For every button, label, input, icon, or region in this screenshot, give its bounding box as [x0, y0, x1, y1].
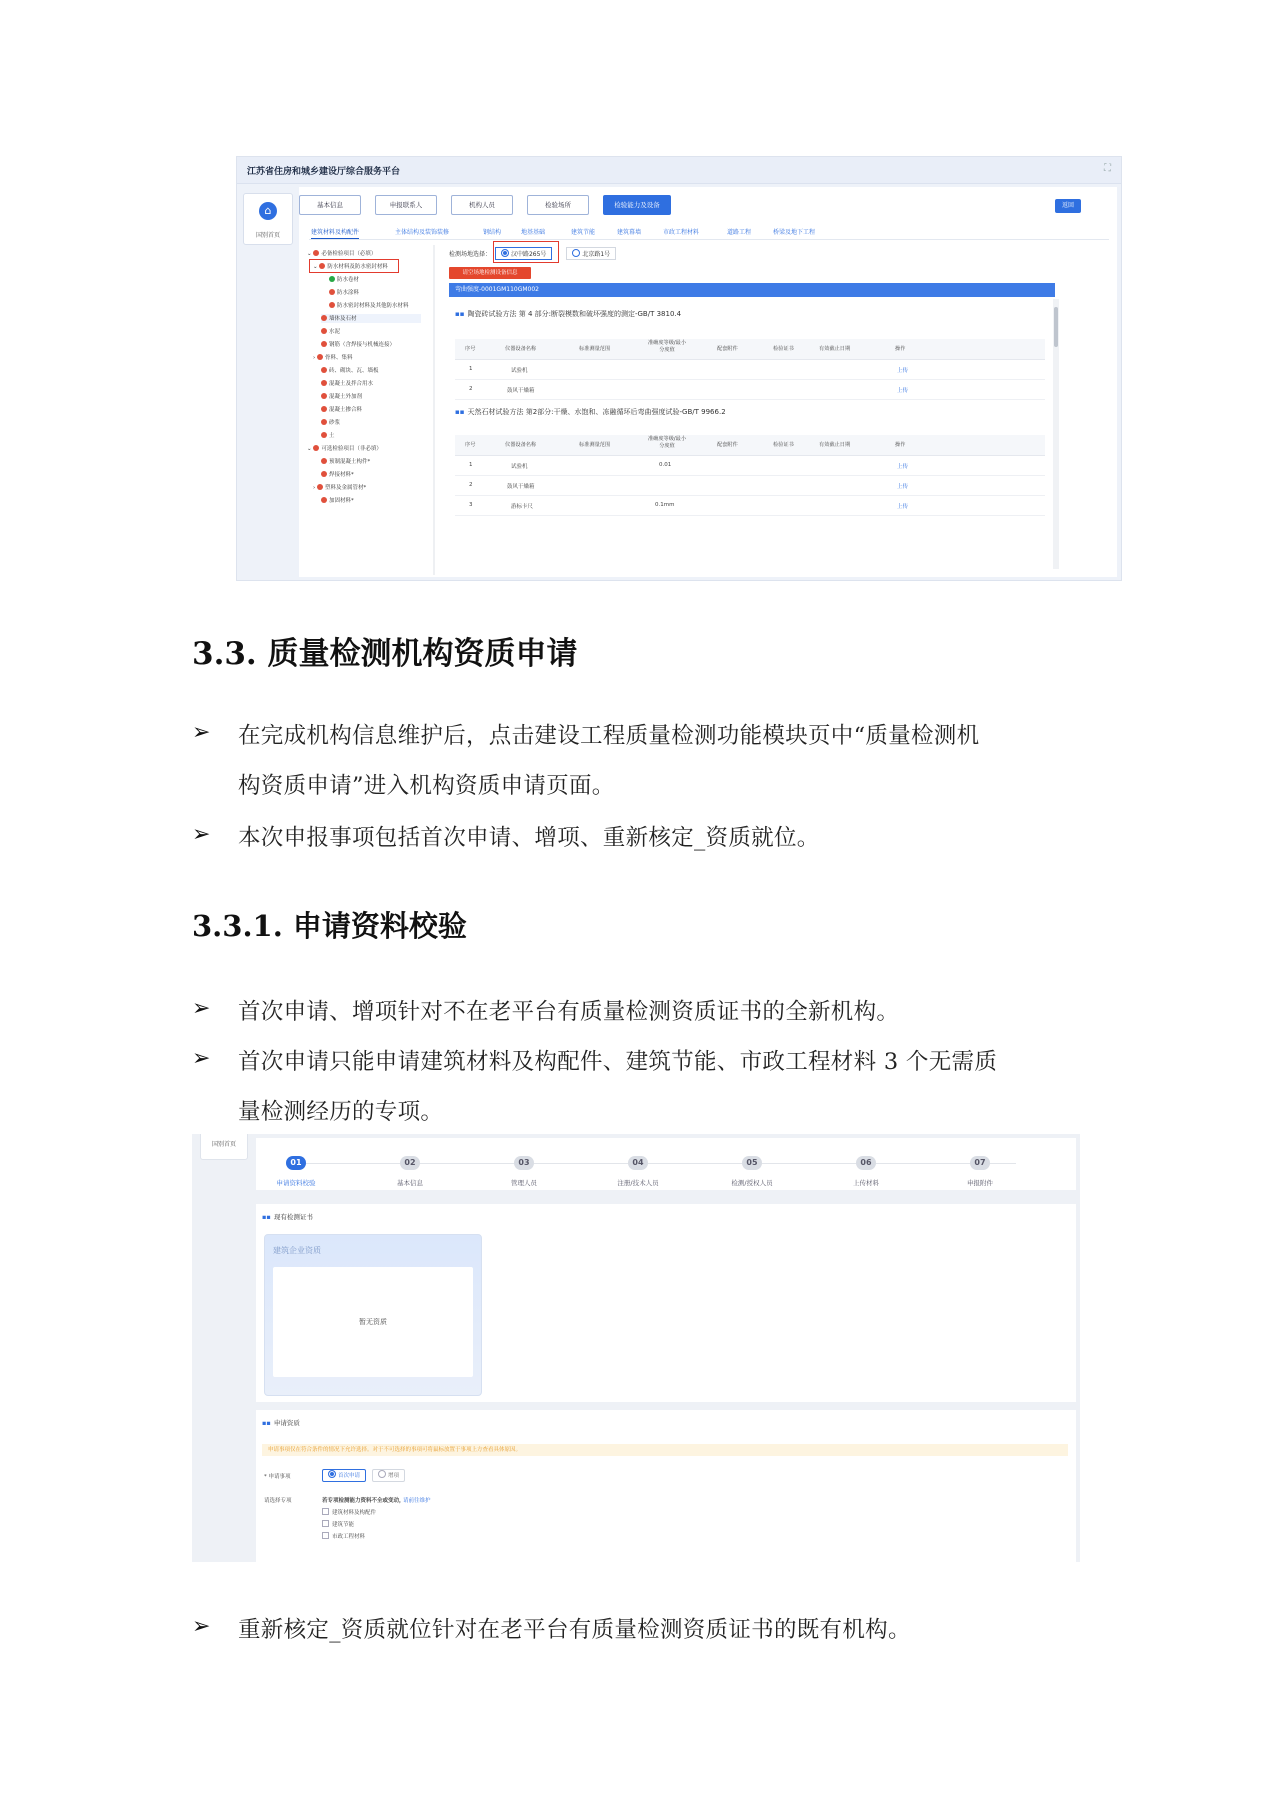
- step-number[interactable]: 01: [286, 1156, 306, 1170]
- tree-item[interactable]: 水泥: [321, 327, 340, 336]
- paragraph-line: 重新核定_资质就位针对在老平台有质量检测资质证书的既有机构。: [238, 1617, 911, 1643]
- tree-item[interactable]: 钢筋（含焊接与机械连接）: [321, 340, 395, 349]
- tree-item[interactable]: 砂浆: [321, 418, 340, 427]
- tree-item[interactable]: ⌄ 必备检验项目（必填）: [307, 251, 377, 257]
- table-header: 序号 仪器设备名称 标准测量范围 准确度等级/最小分度值 配套附件 检验证书 有效截止日期 操作: [455, 339, 1045, 360]
- section-heading-3-3-1: 3.3.1. 申请资料校验: [192, 909, 467, 943]
- fullscreen-icon[interactable]: ⛶: [1104, 163, 1111, 174]
- tree-item[interactable]: 焊接材料*: [321, 470, 354, 479]
- upload-link[interactable]: 上传: [897, 464, 909, 470]
- paragraph-line: 在完成机构信息维护后，点击建设工程质量检测功能模块页中“质量检测机: [238, 723, 980, 749]
- warning-banner: 申请事项仅在符合条件的情况下允许选择。对于不可选择的事项可将鼠标放置于事项上方查看具体原因。: [262, 1444, 1068, 1456]
- cert-box-body: [273, 1267, 473, 1377]
- select-hint: 若专项检测能力资料不全或变动，: [322, 1498, 405, 1504]
- subtab-foundation[interactable]: 地基基础: [521, 229, 546, 236]
- step-number[interactable]: 05: [742, 1156, 762, 1170]
- checkbox-option[interactable]: 建筑节能: [322, 1520, 354, 1528]
- home-card[interactable]: [243, 193, 293, 245]
- highlight-box: [493, 241, 559, 263]
- subtab-energy[interactable]: 建筑节能: [571, 229, 596, 236]
- step-number[interactable]: 04: [628, 1156, 648, 1170]
- step-number[interactable]: 07: [970, 1156, 990, 1170]
- step-progress: [256, 1138, 1076, 1190]
- tree-item[interactable]: 防水密封材料及其他防水材料: [329, 301, 409, 310]
- bullet-arrow-icon: ➢: [192, 1046, 211, 1071]
- table-row: 2 鼓风干燥箱 上传: [455, 381, 1045, 400]
- step-label: 上传材料: [853, 1179, 879, 1187]
- upload-link[interactable]: 上传: [897, 484, 909, 490]
- tree-item[interactable]: ⌄ 可选检验项目（非必填）: [307, 446, 382, 452]
- home-icon: ⌂: [259, 202, 277, 220]
- tab-sites[interactable]: 检验场所: [527, 195, 589, 215]
- apply-card: [256, 1410, 1076, 1562]
- equipment-panel: [449, 247, 1113, 573]
- table-row: 3 游标卡尺 0.1mm 上传: [455, 497, 1045, 516]
- home-label: 国别首页: [255, 232, 280, 239]
- tree-item[interactable]: 加固材料*: [321, 496, 354, 505]
- table-header: 序号 仪器设备名称 标准测量范围 准确度等级/最小分度值 配套附件 检验证书 有效截止日期 操作: [455, 435, 1045, 456]
- step-label: 检测/授权人员: [731, 1179, 773, 1187]
- cert-box: [264, 1234, 482, 1396]
- standard-title: ▪▪ 陶瓷砖试验方法 第 4 部分:断裂模数和破坏强度的测定-GB/T 3810.4: [455, 310, 682, 318]
- tree-item[interactable]: 防水卷材: [329, 275, 359, 284]
- step-number[interactable]: 02: [400, 1156, 420, 1170]
- back-button[interactable]: 返回: [1055, 199, 1081, 213]
- tree-item[interactable]: 预制混凝土构件*: [321, 457, 370, 466]
- step-label: 申报附件: [967, 1179, 993, 1187]
- tree-item[interactable]: 混凝土掺合料: [321, 405, 362, 414]
- item-tree: [307, 245, 435, 575]
- category-tabs: [309, 225, 1109, 240]
- paragraph-line: 本次申报事项包括首次申请、增项、重新核定_资质就位。: [238, 825, 820, 851]
- maintain-link[interactable]: 请前往维护: [403, 1498, 431, 1504]
- select-label: 请选择专项: [264, 1498, 292, 1504]
- platform-header: [237, 157, 1121, 184]
- paragraph-line: 量检测经历的专项。: [238, 1099, 444, 1125]
- tab-basic-info[interactable]: 基本信息: [299, 195, 361, 215]
- step-label: 基本信息: [397, 1179, 423, 1187]
- site-option-2[interactable]: 北京路1号: [566, 247, 616, 260]
- step-number[interactable]: 06: [856, 1156, 876, 1170]
- tree-item[interactable]: 防水涂料: [329, 288, 359, 297]
- subtab-road[interactable]: 道路工程: [727, 229, 752, 236]
- tree-item[interactable]: 砖、砌块、瓦、墙板: [321, 366, 379, 375]
- card-title: ▪▪ 现有检测证书: [262, 1213, 313, 1221]
- option-add-item[interactable]: 增项: [372, 1469, 405, 1482]
- tree-item[interactable]: › 塑料及金属管材*: [313, 485, 367, 491]
- option-first-apply[interactable]: 首次申请: [322, 1469, 366, 1482]
- upload-link[interactable]: 上传: [897, 368, 909, 374]
- bullet-arrow-icon: ➢: [192, 1614, 211, 1639]
- checkbox-option[interactable]: 市政工程材料: [322, 1532, 365, 1540]
- paragraph-line: 构资质申请”进入机构资质申请页面。: [238, 773, 615, 799]
- checkbox-option[interactable]: 建筑材料及构配件: [322, 1508, 376, 1516]
- table-scrollbar[interactable]: [1053, 299, 1059, 569]
- tab-staff[interactable]: 机构人员: [451, 195, 513, 215]
- cert-box-title: 建筑企业资质: [273, 1246, 321, 1255]
- empty-text: 暂无资质: [359, 1318, 387, 1326]
- subtab-municipal[interactable]: 市政工程材料: [663, 229, 700, 236]
- existing-cert-card: [256, 1204, 1076, 1402]
- bullet-arrow-icon: ➢: [192, 720, 211, 745]
- subtab-steel[interactable]: 钢结构: [483, 229, 502, 236]
- tree-item[interactable]: › 骨料、集料: [313, 355, 353, 361]
- highlight-box: [309, 259, 399, 273]
- tree-item[interactable]: 墙体及石材: [321, 314, 421, 323]
- subtab-bridge[interactable]: 桥梁及地下工程: [773, 229, 816, 236]
- tree-item[interactable]: 混凝土及拌合用水: [321, 379, 373, 388]
- subtab-curtain[interactable]: 建筑幕墙: [617, 229, 642, 236]
- tree-item[interactable]: 土: [321, 431, 335, 440]
- tree-item[interactable]: 混凝土外加剂: [321, 392, 362, 401]
- tree-item[interactable]: ⌄ 防水材料及防水密封材料: [313, 264, 388, 270]
- card-title: ▪▪ 申请资质: [262, 1419, 300, 1427]
- home-card[interactable]: 国别首页: [200, 1134, 248, 1160]
- step-label: 管理人员: [511, 1179, 537, 1187]
- group-header: 弯曲强度-0001GM110GM002: [449, 283, 1055, 297]
- screenshot-qualification-equipment: [236, 156, 1122, 581]
- paragraph-line: 首次申请、增项针对不在老平台有质量检测资质证书的全新机构。: [238, 999, 900, 1025]
- bullet-arrow-icon: ➢: [192, 996, 211, 1021]
- table-row: 2 鼓风干燥箱 上传: [455, 477, 1045, 496]
- subtab-structure[interactable]: 主体结构及装饰装修: [395, 229, 450, 236]
- paragraph-line: 首次申请只能申请建筑材料及构配件、建筑节能、市政工程材料 3 个无需质: [238, 1049, 998, 1075]
- upload-link[interactable]: 上传: [897, 388, 909, 394]
- platform-title: 江苏省住房和城乡建设厅综合服务平台: [247, 167, 401, 177]
- item-label: * 申请事项: [264, 1474, 291, 1480]
- site-label: 检测场地选择：: [449, 251, 492, 258]
- step-label: 注册/技术人员: [617, 1179, 659, 1187]
- upload-link[interactable]: 上传: [897, 504, 909, 510]
- table-row: 1 试验机 0.01 上传: [455, 457, 1045, 476]
- site-option-1[interactable]: 汉中路265号: [495, 247, 552, 260]
- tab-capability[interactable]: 检验能力及设备: [603, 195, 671, 215]
- section-heading-3-3: 3.3. 质量检测机构资质申请: [192, 636, 578, 672]
- standard-title: ▪▪ 天然石材试验方法 第2部分:干燥、水饱和、冻融循环后弯曲强度试验-GB/T 9966.2: [455, 408, 726, 416]
- bullet-arrow-icon: ➢: [192, 822, 211, 847]
- main-panel: [299, 187, 1117, 577]
- table-row: 1 试验机 上传: [455, 361, 1045, 380]
- tab-contact[interactable]: 申报联系人: [375, 195, 437, 215]
- subtab-materials[interactable]: 建筑材料及构配件: [311, 227, 359, 239]
- step-number[interactable]: 03: [514, 1156, 534, 1170]
- step-label: 申请资料校验: [276, 1179, 316, 1187]
- screenshot-application-check: [192, 1134, 1080, 1562]
- tree-scroll-track[interactable]: [433, 245, 435, 575]
- clear-equipment-button[interactable]: 请空场地检测设备信息: [449, 267, 531, 279]
